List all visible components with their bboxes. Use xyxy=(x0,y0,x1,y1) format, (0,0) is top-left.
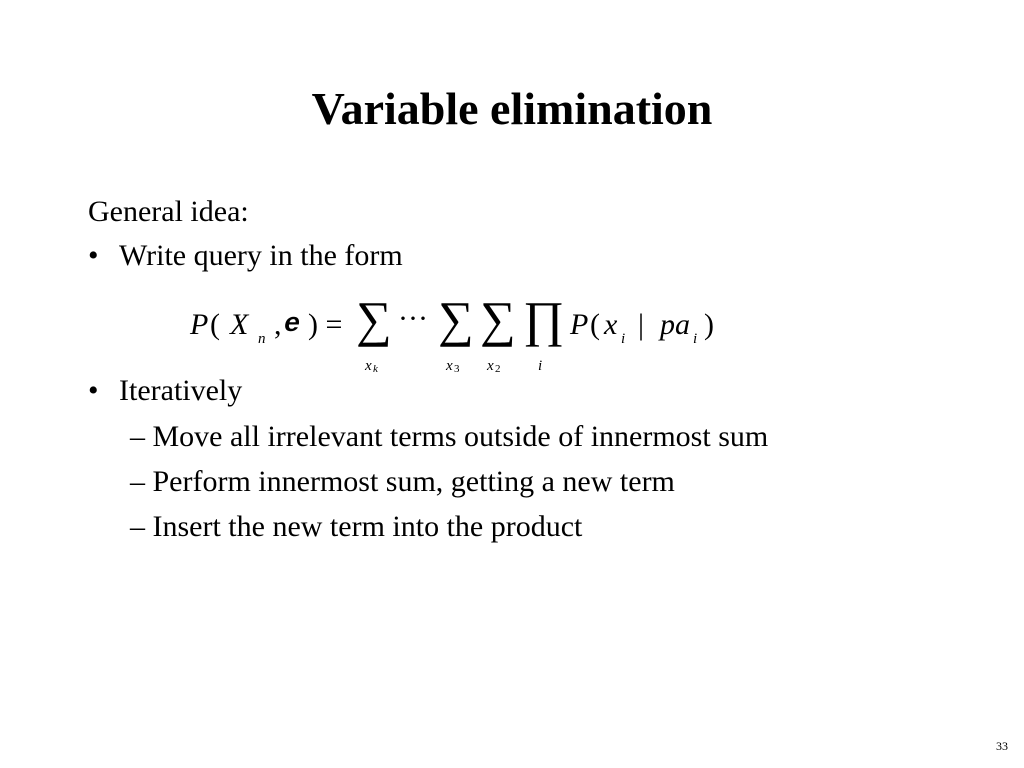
page-number: 33 xyxy=(996,739,1008,753)
formula-close-eq: ) = xyxy=(308,308,343,341)
sum-index-2: 2 xyxy=(495,363,501,375)
product-symbol: ∏ xyxy=(523,291,565,347)
sum-index-x: x xyxy=(487,358,494,374)
sum-index-k: k xyxy=(373,363,378,375)
sum-symbol-xk: ∑ xyxy=(356,291,392,347)
bullet-marker: • xyxy=(88,374,99,407)
sum-symbol-x2: ∑ xyxy=(480,291,516,347)
slide-title: Variable elimination xyxy=(311,83,713,134)
bullet-write-query xyxy=(88,236,403,276)
bullet-iteratively xyxy=(88,371,242,411)
formula-rhs-P: P xyxy=(570,308,589,341)
formula-dots: ··· xyxy=(398,302,428,335)
formula-evidence-e: e xyxy=(284,310,301,340)
bullet-marker: • xyxy=(88,239,99,272)
formula-rhs-close: ) xyxy=(704,308,714,341)
bullet-text: Iteratively xyxy=(119,374,243,407)
sum-symbol-x3: ∑ xyxy=(438,291,474,347)
sum-index-3: 3 xyxy=(454,363,460,375)
formula-P: P xyxy=(190,308,209,341)
formula-open-paren: ( xyxy=(210,308,220,341)
formula-bar: | xyxy=(638,308,645,341)
bullet-text: Write query in the form xyxy=(119,239,403,272)
sum-index-x: x xyxy=(446,358,453,374)
sum-index-x: x xyxy=(365,358,372,374)
formula-comma: , xyxy=(274,308,282,341)
sub-bullet-perform-sum: – Perform innermost sum, getting a new term xyxy=(130,465,675,498)
formula-x: x xyxy=(604,308,618,341)
formula-X: X xyxy=(230,308,249,341)
sub-bullet-move-terms: – Move all irrelevant terms outside of innermost sum xyxy=(130,420,769,453)
formula-sub-n: n xyxy=(258,331,266,347)
formula-rhs-open: ( xyxy=(590,308,600,341)
formula-pa: pa xyxy=(660,308,690,341)
product-index-i: i xyxy=(538,358,543,374)
sub-bullet-insert-term: – Insert the new term into the product xyxy=(130,510,583,543)
intro-text: General idea: xyxy=(88,195,249,228)
formula xyxy=(190,288,750,383)
formula-sub-i: i xyxy=(621,331,626,347)
formula-sub-i: i xyxy=(693,331,698,347)
